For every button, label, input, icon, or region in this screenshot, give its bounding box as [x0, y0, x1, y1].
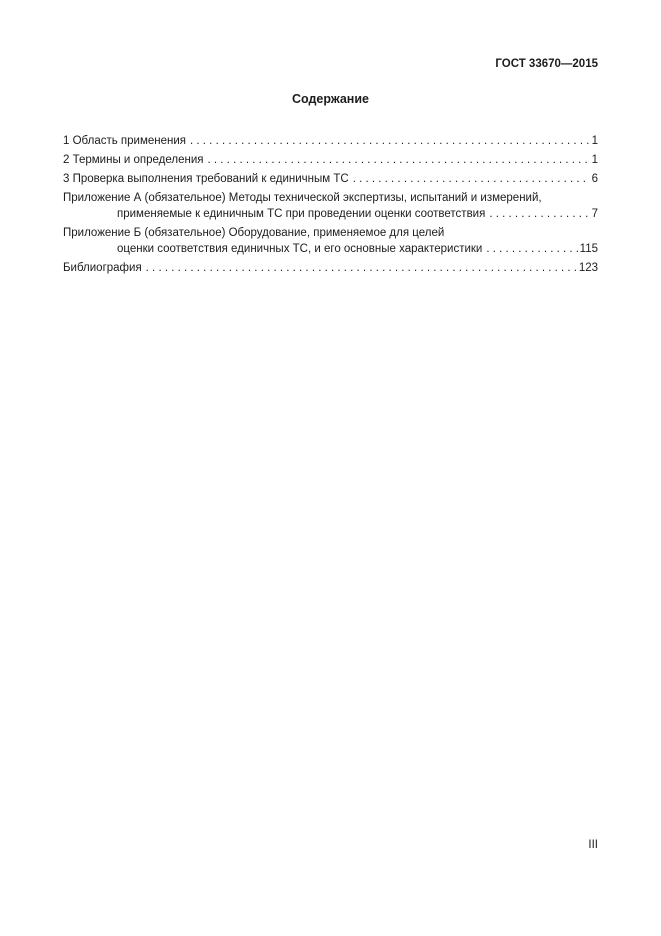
toc-dot-leader [486, 241, 577, 257]
toc-page-number: 115 [579, 243, 598, 255]
toc-page-number: 1 [591, 154, 598, 166]
toc-entry-text: 2 Термины и определения [63, 154, 204, 166]
toc-entry [63, 225, 598, 257]
footer-page-number: III [588, 839, 598, 851]
toc-dot-leader [489, 206, 589, 222]
toc-page-number: 123 [578, 262, 598, 274]
toc-dot-leader [353, 171, 590, 187]
toc-entry [63, 133, 598, 149]
toc-entry-text: 1 Область применения [63, 135, 187, 147]
table-of-contents [63, 133, 598, 276]
toc-entry-text: Приложение А (обязательное) Методы технической экспертизы, испытаний и измерений, [63, 192, 542, 204]
toc-entry [63, 190, 598, 222]
toc-entry-text: Приложение Б (обязательное) Оборудование, применяемое для целей [63, 227, 445, 239]
toc-dot-leader [208, 152, 590, 168]
toc-entry-text: Библиография [63, 262, 142, 274]
toc-entry [63, 260, 598, 276]
toc-entry [63, 152, 598, 168]
doc-number: ГОСТ 33670—2015 [495, 58, 598, 70]
toc-page-number: 1 [591, 135, 598, 147]
toc-dot-leader [146, 260, 577, 276]
toc-page-number: 6 [591, 173, 598, 185]
page-title: Содержание [291, 92, 369, 106]
toc-entry-text-continuation: применяемые к единичным ТС при проведении оценки соответствия [117, 208, 486, 220]
toc-entry-text-continuation: оценки соответствия единичных ТС, и его основные характеристики [117, 243, 483, 255]
toc-page-number: 7 [591, 208, 598, 220]
toc-entry [63, 171, 598, 187]
toc-entry-text: 3 Проверка выполнения требований к единичным ТС [63, 173, 349, 185]
toc-dot-leader [190, 133, 590, 149]
